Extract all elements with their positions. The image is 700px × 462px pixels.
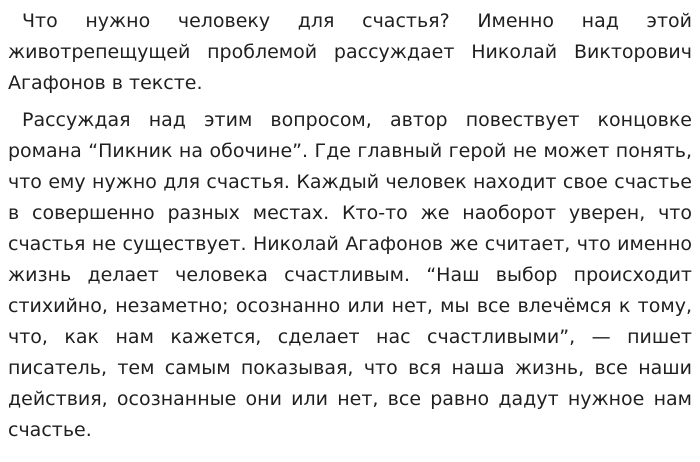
paragraph-intro: Что нужно человеку для счастья? Именно над этой животрепещущей проблемой рассуждает Николай Викторович Агафонов в тексте. [8, 10, 692, 94]
paragraph-argument: Рассуждая над этим вопросом, автор повествует концовке романа “Пикник на обочине”. Где главный герой не может понять, что ему нужно для счастья. Каждый человек находит свое счастье в совершенно разных местах. Кто-то же наоборот уверен, что счастья не существует. Николай Агафонов же считает, что именно жизнь делает человека счастливым. “Наш выбор происходит стихийно, незаметно; осознанно или нет, мы все влечёмся к тому, что, как нам кажется, сделает нас счастливыми”, — пишет писатель, тем самым показывая, что вся наша жизнь, все наши действия, осознанные они или нет, все равно дадут нужное нам счастье. [8, 109, 692, 441]
